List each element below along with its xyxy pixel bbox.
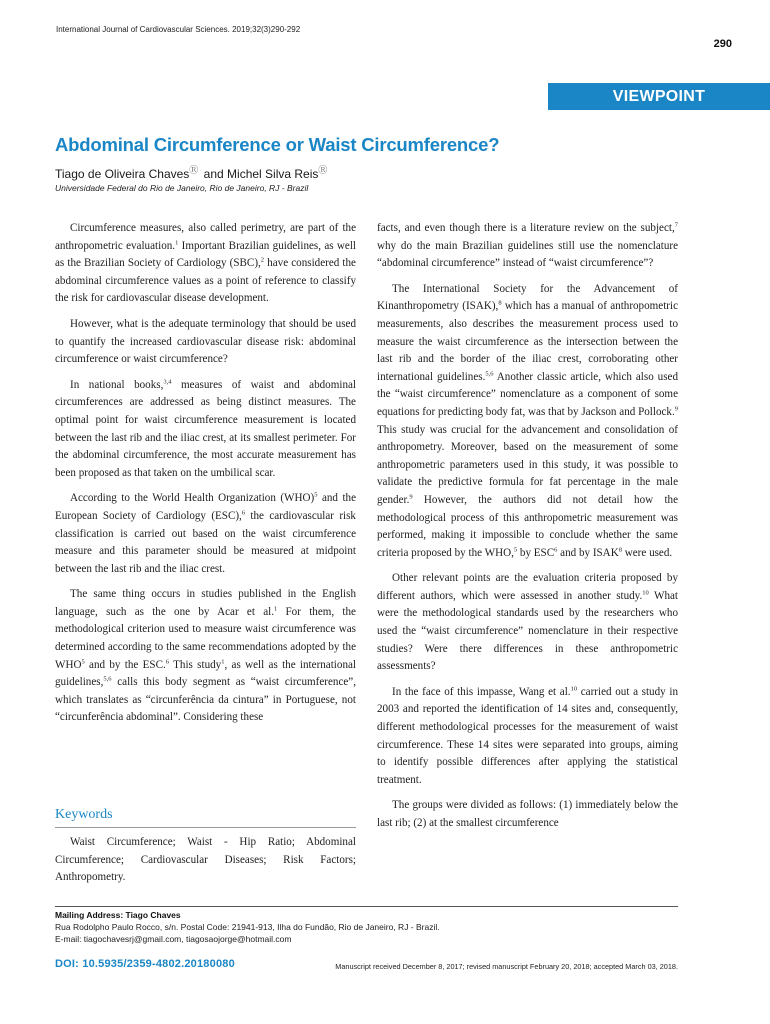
citation[interactable]: 1 <box>273 605 278 613</box>
keywords-divider <box>55 827 356 828</box>
body-paragraph: The same thing occurs in studies published in the English language, such as the one by Acar et al.$^1$ For them, the methodological criterion used to measure waist circumference was determined according to the same recommendations adopted by the WHO$^5$ and by the ESC.$^6$ This study$^1$, as well as the international guidelines,$^{5,6}$ calls this body segment as “waist circumference”, which translates as “circunferência da cintura” in Portuguese, not “circunferência abdominal”. Considering these <box>55 588 356 724</box>
author-name: Tiago de Oliveira Chaves <box>55 167 190 181</box>
citation[interactable]: 6 <box>241 509 246 517</box>
citation[interactable]: 9 <box>409 493 413 501</box>
orcid-icon[interactable]: Ⓡ <box>318 165 328 175</box>
body-paragraph: The groups were divided as follows: (1) immediately below the last rib; (2) at the smallest circumference <box>377 799 678 829</box>
body-paragraph: In the face of this impasse, Wang et al.$^{10}$ carried out a study in 2003 and reported the identification of 14 sites and, consequently, different methodological processes for the measurement of waist circumference. These 14 sites were separated into groups, aiming to identify possible differences after applying the statistical treatment. <box>377 685 678 786</box>
mailing-address: Rua Rodolpho Paulo Rocco, s/n. Postal Code: 21941-913, Ilha do Fundão, Rio de Janeiro, RJ - Brazil. <box>55 922 440 932</box>
citation[interactable]: 5 <box>81 657 85 665</box>
body-paragraph: The International Society for the Advancement of Kinanthropometry (ISAK),$^8$ which has a manual of anthropometric measurements, also describes the measurement process used to measure the waist circumference as the intersection between the last rib and the border of the iliac crest, corroborating other international guidelines.$^{5,6}$ Another classic article, which also used the “waist circumference” nomenclature as a component of some equations for predicting body fat, was that by Jackson and Pollock.$^9$ This study was crucial for the advancement and consolidation of anthropometry. Moreover, based on the measurement of some anthropometric parameters used in this study, it was possible to validate the predictive formula for fat percentage in the male gender.$^9$ However, the authors did not detail how the methodological process of this anthropometric measurement was performed, making it impossible to conclude whether the same criteria proposed by the WHO,$^5$ by ESC$^6$ and by ISAK$^8$ were used. <box>377 282 678 559</box>
citation[interactable]: 6 <box>554 546 558 553</box>
citation[interactable]: 1 <box>175 238 179 246</box>
body-paragraph: In national books,$^{3,4}$ measures of waist and abdominal circumferences are addressed as being distinct measures. The optimal point for waist circumference measurement is located between the last rib and the iliac crest, at its smallest perimeter. For the abdominal circumference, the most accurate measurement has been proposed as that taken on the umbilical scar. <box>55 378 356 479</box>
citation[interactable]: 2 <box>260 256 265 264</box>
author-name: Michel Silva Reis <box>227 167 319 181</box>
keywords-list <box>55 834 356 887</box>
body-paragraph: facts, and even though there is a literature review on the subject,$^7$ why do the main Brazilian guidelines still use the nomenclature “abdominal circumference” instead of “waist circumference”? <box>377 221 678 270</box>
citation[interactable]: 1 <box>221 657 225 665</box>
citation[interactable]: 5 <box>314 491 318 499</box>
keywords-text: Waist Circumference; Waist - Hip Ratio; Abdominal Circumference; Cardiovascular Diseases; Risk Factors; Anthropometry. <box>55 836 356 884</box>
body-paragraph: Other relevant points are the evaluation criteria proposed by different authors, which were assessed in another study.$^{10}$ What were the methodological standards used by the researchers who used the “waist circumference” nomenclature in their respective studies? Were there differences in these anthropometric assessments? <box>377 572 678 673</box>
orcid-icon[interactable]: Ⓡ <box>189 165 199 175</box>
citation[interactable]: 8 <box>618 546 622 553</box>
author-line <box>55 163 329 181</box>
citation[interactable]: 5 <box>513 546 518 553</box>
email-line[interactable]: E-mail: tiagochavesrj@gmail.com, tiagosaojorge@hotmail.com <box>55 934 292 944</box>
body-column-right <box>377 220 678 841</box>
mailing-address-heading: Mailing Address: Tiago Chaves <box>55 910 181 920</box>
citation[interactable]: 5,6 <box>103 675 112 683</box>
article-title: Abdominal Circumference or Waist Circumference? <box>55 134 500 155</box>
citation[interactable]: 6 <box>165 657 170 665</box>
body-column-left <box>55 220 356 735</box>
section-banner: VIEWPOINT <box>548 83 770 110</box>
doi-link[interactable]: DOI: 10.5935/2359-4802.20180080 <box>55 958 235 970</box>
citation[interactable]: 10 <box>570 685 578 693</box>
body-paragraph: However, what is the adequate terminology that should be used to quantify the increased cardiovascular disease risk: abdominal circumference or waist circumference? <box>55 317 356 366</box>
citation[interactable]: 10 <box>642 589 649 597</box>
citation[interactable]: 9 <box>674 405 678 413</box>
body-paragraph: Circumference measures, also called perimetry, are part of the anthropometric evaluation.$^1$ Important Brazilian guidelines, as well as the Brazilian Society of Cardiology (SBC),$^2$ have considered the abdominal circumference values as a point of reference to classify the risk for cardiovascular disease development. <box>55 222 356 305</box>
journal-reference: International Journal of Cardiovascular Sciences. 2019;32(3)290-292 <box>56 25 301 34</box>
author-conjunction: and <box>203 167 224 181</box>
keywords-heading: Keywords <box>55 807 113 822</box>
footer-divider <box>55 906 678 907</box>
citation[interactable]: 8 <box>498 299 502 307</box>
page-number: 290 <box>713 38 732 50</box>
citation[interactable]: 7 <box>674 221 678 229</box>
manuscript-dates: Manuscript received December 8, 2017; revised manuscript February 20, 2018; accepted March 03, 2018. <box>335 962 678 971</box>
body-paragraph: According to the World Health Organization (WHO)$^5$ and the European Society of Cardiology (ESC),$^6$ the cardiovascular risk classification is carried out based on the waist circumference measure and this parameter should be measured at midpoint between the last rib and the iliac crest. <box>55 491 356 575</box>
citation[interactable]: 5,6 <box>485 370 494 378</box>
affiliation: Universidade Federal do Rio de Janeiro, Rio de Janeiro, RJ - Brazil <box>55 183 309 193</box>
citation[interactable]: 3,4 <box>163 378 172 386</box>
